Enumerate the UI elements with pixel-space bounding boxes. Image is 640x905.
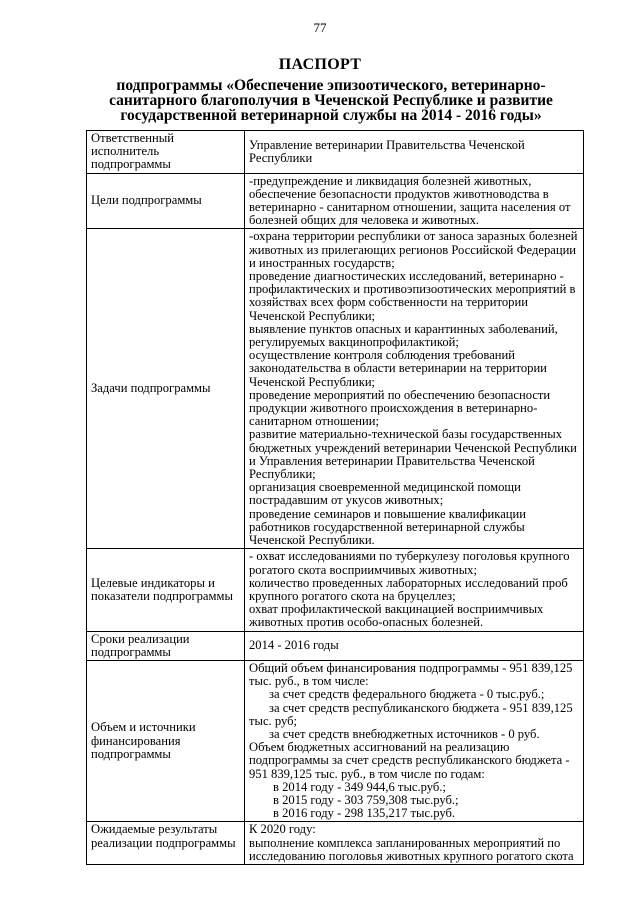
value-line: тыс. руб; — [249, 713, 298, 728]
page-number: 77 — [313, 20, 327, 35]
row-label: Задачи подпрограммы — [87, 229, 245, 549]
row-label: Цели подпрограммы — [87, 173, 245, 229]
row-label: Ответственный исполнитель подпрограммы — [87, 131, 245, 174]
value-line: профилактических и противоэпизоотических мероприятий в — [249, 282, 576, 297]
document-subtitle — [100, 78, 562, 123]
subtitle-line: подпрограммы «Обеспечение эпизоотического, ветеринарно- — [116, 77, 546, 94]
value-line: развитие материально-технической базы государственных — [249, 427, 563, 442]
row-value — [245, 631, 584, 660]
subtitle-line: санитарного благополучия в Чеченской Республике и развитие — [109, 92, 553, 109]
table-row — [87, 631, 584, 660]
value-line: Объем бюджетных ассигнований на реализацию — [249, 740, 510, 755]
value-line: Чеченской Республики. — [249, 533, 375, 548]
value-line: законодательства в области ветеринарии на территории — [249, 361, 547, 376]
value-line: за счет средств федерального бюджета - 0 тыс.руб.; — [269, 687, 545, 702]
value-line: за счет средств республиканского бюджета - 951 839,125 — [269, 700, 573, 715]
row-value — [245, 549, 584, 631]
value-line: Чеченской Республики; — [249, 308, 376, 323]
value-line: животных из прилегающих регионов Российской Федерации — [249, 242, 577, 257]
table-row — [87, 660, 584, 821]
value-line: санитарном отношении; — [249, 414, 379, 429]
value-line: -охрана территории республики от заноса заразных болезней — [249, 229, 578, 244]
row-label: Объем и источники финансирования подпрограммы — [87, 660, 245, 821]
value-line: крупного рогатого скота на бруцеллез; — [249, 588, 456, 603]
value-line: продукции животного происхождения в ветеринарно- — [249, 401, 538, 416]
value-line: -предупреждение и ликвидация болезней животных, — [249, 173, 532, 188]
value-line: исследованию поголовья животных крупного рогатого скота — [249, 848, 574, 863]
table-row — [87, 173, 584, 229]
value-line: - охват исследованиями по туберкулезу поголовья крупного — [249, 549, 570, 564]
value-line: К 2020 году: — [249, 822, 316, 837]
value-line: выполнение комплекса запланированных мероприятий по — [249, 835, 561, 850]
value-line: Чеченской Республики; — [249, 374, 376, 389]
row-value — [245, 822, 584, 865]
value-line: осуществление контроля соблюдения требований — [249, 348, 516, 363]
row-value — [245, 660, 584, 821]
table-row — [87, 549, 584, 631]
value-line: подпрограммы за счет средств республиканского бюджета - — [249, 753, 570, 768]
table-row — [87, 131, 584, 174]
value-line: тыс. руб., в том числе: — [249, 674, 369, 689]
value-line: 951 839,125 тыс. руб., в том числе по годам: — [249, 766, 485, 781]
value-line: бюджетных учреждений ветеринарии Чеченской Республики — [249, 440, 577, 455]
value-line: и Управления ветеринарии Правительства Чеченской — [249, 453, 535, 468]
value-line: рогатого скота восприимчивых животных; — [249, 562, 477, 577]
passport-table — [86, 130, 584, 865]
row-value — [245, 229, 584, 549]
value-line: количество проведенных лабораторных исследований проб — [249, 575, 568, 590]
value-line: проведение семинаров и повышение квалификации — [249, 506, 527, 521]
value-line: Управление ветеринарии Правительства Чеченской Республики — [249, 137, 525, 165]
value-line: животных против особо-опасных болезней. — [249, 615, 484, 630]
value-line: проведение диагностических исследований, ветеринарно - — [249, 269, 564, 284]
value-line: 2014 - 2016 годы — [249, 638, 339, 653]
value-line: болезней общих для человека и животных. — [249, 213, 480, 228]
row-value — [245, 173, 584, 229]
value-line: проведение мероприятий по обеспечению безопасности — [249, 387, 551, 402]
value-line: обеспечение безопасности продуктов животноводства в — [249, 186, 549, 201]
value-line: пострадавшим от укусов животных; — [249, 493, 444, 508]
value-line: ветеринарно - санитарном отношении, защита населения от — [249, 200, 571, 215]
value-line: за счет средств внебюджетных источников - 0 руб. — [269, 726, 540, 741]
value-line: организация своевременной медицинской помощи — [249, 480, 521, 495]
document-title: ПАСПОРТ — [278, 56, 362, 73]
value-line: в 2014 году - 349 944,6 тыс.руб.; — [273, 779, 446, 794]
value-line: в 2016 году - 298 135,217 тыс.руб. — [273, 806, 456, 821]
row-label: Сроки реализации подпрограммы — [87, 631, 245, 660]
row-value — [245, 131, 584, 174]
table-row — [87, 822, 584, 865]
value-line: Республики; — [249, 467, 316, 482]
value-line: Общий объем финансирования подпрограммы - 951 839,125 — [249, 660, 573, 675]
value-line: и иностранных государств; — [249, 255, 395, 270]
value-line: в 2015 году - 303 759,308 тыс.руб.; — [273, 792, 459, 807]
value-line: регулируемых вакцинопрофилактикой; — [249, 335, 459, 350]
table-row — [87, 229, 584, 549]
subtitle-line: государственной ветеринарной службы на 2014 - 2016 годы» — [120, 107, 542, 124]
value-line: хозяйствах всех форм собственности на территории — [249, 295, 528, 310]
row-label: Ожидаемые результаты реализации подпрограммы — [87, 822, 245, 865]
row-label: Целевые индикаторы и показатели подпрограммы — [87, 549, 245, 631]
value-line: выявление пунктов опасных и карантинных заболеваний, — [249, 321, 558, 336]
value-line: охват профилактической вакцинацией восприимчивых — [249, 602, 544, 617]
value-line: работников государственной ветеринарной службы — [249, 519, 525, 534]
